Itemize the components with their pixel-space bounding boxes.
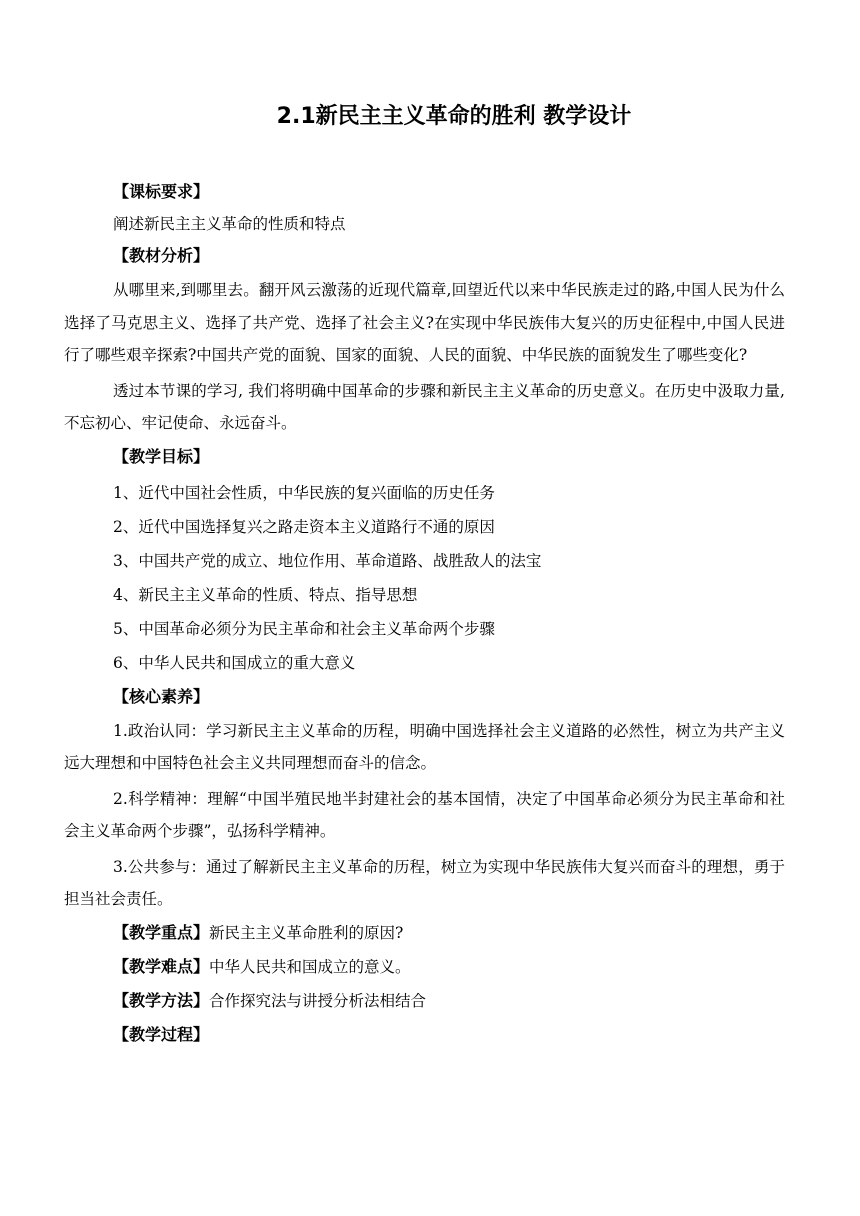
objective-item: 5、中国革命必须分为民主革命和社会主义革命两个步骤 [113, 619, 495, 638]
objective-item: 2、近代中国选择复兴之路走资本主义道路行不通的原因 [113, 517, 495, 536]
curriculum-requirement-text: 阐述新民主主义革命的性质和特点 [113, 215, 346, 233]
objective-item: 3、中国共产党的成立、地位作用、革命道路、战胜敌人的法宝 [113, 551, 542, 570]
objective-item: 4、新民主主义革命的性质、特点、指导思想 [113, 585, 418, 604]
section-heading-key-point: 【教学重点】 [113, 922, 210, 942]
section-heading-teaching-objectives: 【教学目标】 [113, 446, 210, 466]
section-heading-core-literacy: 【核心素养】 [113, 686, 210, 706]
teaching-method-text: 合作探究法与讲授分析法相结合 [209, 991, 427, 1010]
document-title: 2.1新民主主义革命的胜利 教学设计 [276, 104, 632, 129]
textbook-analysis-paragraph: 透过本节课的学习, 我们将明确中国革命的步骤和新民主主义革命的历史意义。在历史中汲取力量,不忘初心、牢记使命、永远奋斗。 [64, 381, 785, 432]
core-literacy-paragraph: 1.政治认同：学习新民主主义革命的历程，明确中国选择社会主义道路的必然性，树立为共产主义远大理想和中国特色社会主义共同理想而奋斗的信念。 [64, 721, 785, 772]
section-heading-difficult-point: 【教学难点】 [113, 956, 210, 976]
core-literacy-paragraph: 2.科学精神：理解“中国半殖民地半封建社会的基本国情，决定了中国革命必须分为民主革命和社会主义革命两个步骤”，弘扬科学精神。 [64, 789, 785, 840]
difficult-point-row [113, 953, 785, 981]
textbook-analysis-paragraph: 从哪里来,到哪里去。翻开风云激荡的近现代篇章,回望近代以来中华民族走过的路,中国人民为什么选择了马克思主义、选择了共产党、选择了社会主义?在实现中华民族伟大复兴的历史征程中,中国人民进行了哪些艰辛探索?中国共产党的面貌、国家的面貌、人民的面貌、中华民族的面貌发生了哪些变化? [64, 281, 785, 364]
key-point-text: 新民主主义革命胜利的原因? [209, 923, 404, 942]
teaching-method-row [113, 987, 785, 1015]
difficult-point-text: 中华人民共和国成立的意义。 [209, 957, 411, 976]
section-heading-curriculum-requirement: 【课标要求】 [113, 182, 210, 201]
objective-item: 1、近代中国社会性质，中华民族的复兴面临的历史任务 [113, 483, 495, 502]
objective-item: 6、中华人民共和国成立的重大意义 [113, 653, 356, 672]
section-heading-teaching-method: 【教学方法】 [113, 990, 210, 1010]
core-literacy-paragraph: 3.公共参与：通过了解新民主主义革命的历程，树立为实现中华民族伟大复兴而奋斗的理想，勇于担当社会责任。 [64, 857, 785, 908]
section-heading-textbook-analysis: 【教材分析】 [113, 246, 210, 265]
key-point-row [113, 919, 785, 947]
document-body [64, 178, 785, 1053]
section-heading-teaching-process: 【教学过程】 [113, 1024, 210, 1044]
